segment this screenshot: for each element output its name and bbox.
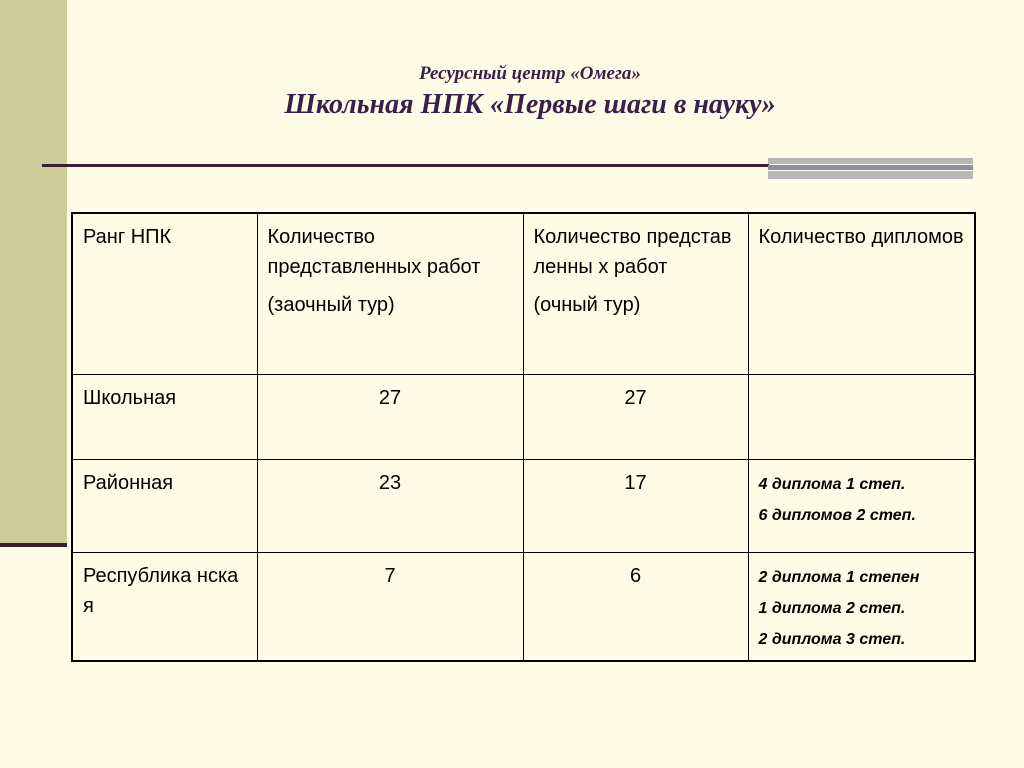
diploma-line: 6 дипломов 2 степ. bbox=[758, 507, 916, 524]
diploma-line: 1 диплома 2 степ. bbox=[758, 600, 906, 617]
results-table bbox=[71, 212, 976, 662]
cell-correspondence: 23 bbox=[257, 460, 523, 553]
cell-diplomas bbox=[748, 460, 975, 553]
header-works-inperson: Количество представленны х работ (очный тур) bbox=[523, 213, 748, 375]
decorative-stripes bbox=[768, 158, 973, 179]
side-accent-bar bbox=[0, 0, 67, 543]
title-divider bbox=[42, 164, 769, 167]
table-row bbox=[72, 460, 975, 553]
table-header-row bbox=[72, 213, 975, 375]
diploma-line: 2 диплома 1 степен bbox=[758, 569, 920, 586]
table-row bbox=[72, 553, 975, 662]
cell-rank: Школьная bbox=[72, 375, 257, 460]
cell-inperson: 6 bbox=[523, 553, 748, 662]
cell-rank: Республика нская bbox=[72, 553, 257, 662]
page-subtitle: Ресурсный центр «Омега» bbox=[419, 63, 641, 84]
header-works-correspondence: Количество представленных работ (заочный тур) bbox=[257, 213, 523, 375]
header bbox=[150, 62, 910, 122]
cell-inperson: 27 bbox=[523, 375, 748, 460]
cell-correspondence: 27 bbox=[257, 375, 523, 460]
cell-rank: Районная bbox=[72, 460, 257, 553]
header-rank: Ранг НПК bbox=[72, 213, 257, 375]
cell-correspondence: 7 bbox=[257, 553, 523, 662]
header-diplomas: Количество дипломов bbox=[748, 213, 975, 375]
diploma-line: 2 диплома 3 степ. bbox=[758, 631, 906, 648]
table-row bbox=[72, 375, 975, 460]
cell-diplomas bbox=[748, 375, 975, 460]
side-accent-line bbox=[0, 543, 67, 547]
page-title: Школьная НПК «Первые шаги в науку» bbox=[284, 89, 776, 120]
diploma-line: 4 диплома 1 степ. bbox=[758, 476, 906, 493]
cell-diplomas bbox=[748, 553, 975, 662]
cell-inperson: 17 bbox=[523, 460, 748, 553]
